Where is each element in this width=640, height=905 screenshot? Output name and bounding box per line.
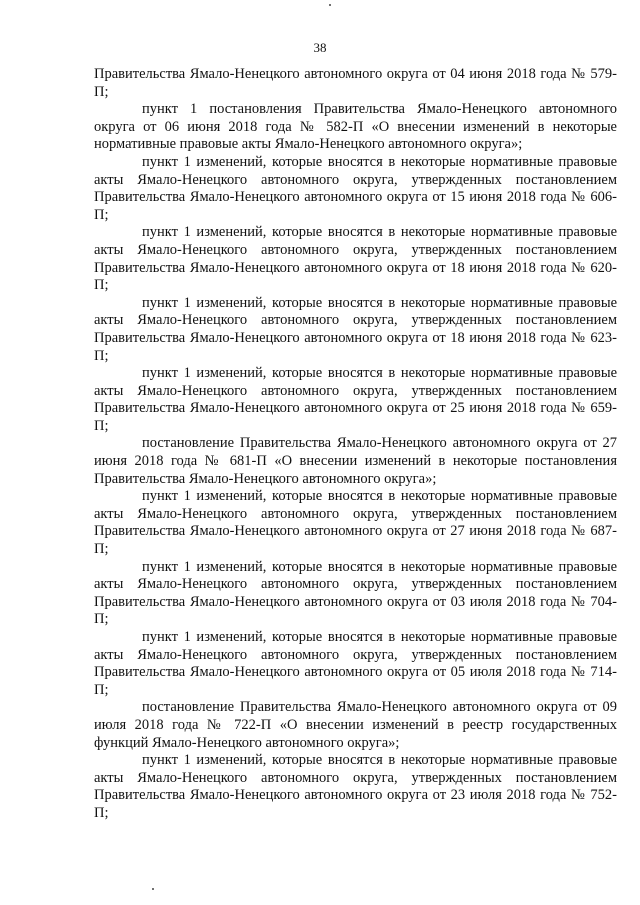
paragraph: пункт 1 изменений, которые вносятся в некоторые нормативные правовые акты Ямало-Ненецкого автономного округа, утвержденных постановлением Правительства Ямало-Ненецкого автономного округа от 25 июня 2018 года № 659-П; — [94, 365, 617, 434]
paragraph: пункт 1 изменений, которые вносятся в некоторые нормативные правовые акты Ямало-Ненецкого автономного округа, утвержденных постановлением Правительства Ямало-Ненецкого автономного округа от 18 июня 2018 года № 623-П; — [94, 294, 617, 364]
paragraph: пункт 1 изменений, которые вносятся в некоторые нормативные правовые акты Ямало-Ненецкого автономного округа, утвержденных постановлением Правительства Ямало-Ненецкого автономного округа от 03 июля 2018 года № 704-П; — [94, 558, 617, 628]
paragraph: пункт 1 изменений, которые вносятся в некоторые нормативные правовые акты Ямало-Ненецкого автономного округа, утвержденных постановлением Правительства Ямало-Ненецкого автономного округа от 05 июля 2018 года № 714-П; — [94, 629, 617, 698]
paragraph: пункт 1 изменений, которые вносятся в некоторые нормативные правовые акты Ямало-Ненецкого автономного округа, утвержденных постановлением Правительства Ямало-Ненецкого автономного округа от 15 июня 2018 года № 606-П; — [94, 153, 617, 223]
scan-speck — [152, 888, 154, 890]
paragraph-continuation: Правительства Ямало-Ненецкого автономного округа от 04 июня 2018 года № 579-П; — [94, 66, 617, 100]
paragraph: пункт 1 постановления Правительства Ямало-Ненецкого автономного округа от 06 июня 2018 года № 582-П «О внесении изменений в некоторые нормативные правовые акты Ямало-Ненецкого автономного округа»; — [94, 101, 617, 153]
document-body — [94, 66, 617, 823]
paragraph: постановление Правительства Ямало-Ненецкого автономного округа от 09 июля 2018 года № 722-П «О внесении изменений в реестр государственных функций Ямало-Ненецкого автономного округа»; — [94, 699, 617, 751]
paragraph: постановление Правительства Ямало-Ненецкого автономного округа от 27 июня 2018 года № 681-П «О внесении изменений в некоторые постановления Правительства Ямало-Ненецкого автономного округа»; — [94, 435, 617, 487]
paragraph: пункт 1 изменений, которые вносятся в некоторые нормативные правовые акты Ямало-Ненецкого автономного округа, утвержденных постановлением Правительства Ямало-Ненецкого автономного округа от 27 июня 2018 года № 687-П; — [94, 488, 617, 558]
scan-speck — [329, 4, 331, 6]
page-number: 38 — [313, 40, 327, 55]
paragraph: пункт 1 изменений, которые вносятся в некоторые нормативные правовые акты Ямало-Ненецкого автономного округа, утвержденных постановлением Правительства Ямало-Ненецкого автономного округа от 23 июля 2018 года № 752-П; — [94, 752, 617, 821]
paragraph: пункт 1 изменений, которые вносятся в некоторые нормативные правовые акты Ямало-Ненецкого автономного округа, утвержденных постановлением Правительства Ямало-Ненецкого автономного округа от 18 июня 2018 года № 620-П; — [94, 224, 617, 294]
